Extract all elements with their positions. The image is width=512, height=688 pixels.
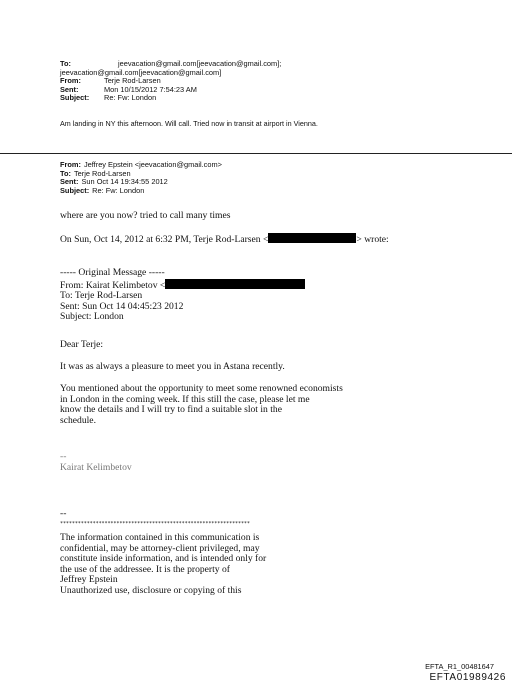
from-value: Jeffrey Epstein <jeevacation@gmail.com> <box>83 160 222 169</box>
signature: Kairat Kelimbetov <box>60 462 132 473</box>
subject-label: Subject: <box>60 93 90 103</box>
to-value: jeevacation@gmail.com[jeevacation@gmail.com]; <box>118 59 282 68</box>
sent-value: Mon 10/15/2012 7:54:23 AM <box>104 84 197 94</box>
redaction-block <box>165 279 305 289</box>
paragraph-2-line: schedule. <box>60 414 96 426</box>
email1-to-continuation: jeevacation@gmail.com[jeevacation@gmail.com] <box>60 67 222 77</box>
greeting: Dear Terje: <box>60 339 104 350</box>
original-subject: Subject: London <box>60 311 124 323</box>
to-label: To: <box>60 59 71 68</box>
original-message <box>60 268 480 323</box>
original-to: To: Terje Rod-Larsen <box>60 290 143 302</box>
email1-subject-row <box>60 94 500 103</box>
paragraph-1: It was as always a pleasure to meet you in Astana recently. <box>60 361 285 372</box>
from-label: From: <box>60 160 81 169</box>
paragraph-2-line: know the details and I will try to find a suitable slot in the <box>60 404 282 416</box>
quote-intro-wrote: > wrote: <box>356 234 389 245</box>
signature-dashes: -- <box>60 451 67 462</box>
footer-stars: **************************************************************** <box>60 521 250 527</box>
email2-header <box>60 161 500 195</box>
to-label: To: <box>60 168 71 178</box>
paragraph-2-line: You mentioned about the opportunity to meet some renowned economists <box>60 383 343 394</box>
email2-subject-row <box>60 187 500 196</box>
from-label: From: <box>60 76 81 86</box>
disclaimer-line: the use of the addressee. It is the property of <box>60 563 230 575</box>
original-divider: ----- Original Message ----- <box>60 267 165 278</box>
bates-stamp-1: EFTA_R1_00481647 <box>425 662 494 671</box>
quote-intro-text: On Sun, Oct 14, 2012 at 6:32 PM, Terje Rod-Larsen < <box>60 234 269 245</box>
bates-stamp-2: EFTA01989426 <box>429 672 506 683</box>
quote-intro <box>60 233 389 246</box>
paragraph-2 <box>60 384 480 426</box>
email2-body: where are you now? tried to call many times <box>60 210 231 221</box>
original-sent: Sent: Sun Oct 14 04:45:23 2012 <box>60 300 184 312</box>
paragraph-2-line: in London in the coming week. If this still the case, please let me <box>60 393 310 405</box>
subject-label: Subject: <box>60 185 90 195</box>
disclaimer-line: Jeffrey Epstein <box>60 574 118 586</box>
email1-header <box>60 60 500 103</box>
to-value: Terje Rod-Larsen <box>73 168 131 178</box>
sent-value: Sun Oct 14 19:34:55 2012 <box>81 177 168 187</box>
email1-body: Am landing in NY this afternoon. Will call. Tried now in transit at airport in Vienna. <box>60 119 318 128</box>
section-divider <box>0 153 512 154</box>
disclaimer-line: constitute inside information, and is intended only for <box>60 553 267 565</box>
sent-label: Sent: <box>60 177 79 187</box>
disclaimer-line: Unauthorized use, disclosure or copying of this <box>60 584 242 596</box>
disclaimer <box>60 533 480 597</box>
sent-label: Sent: <box>60 84 79 94</box>
from-value: Terje Rod-Larsen <box>104 76 161 86</box>
disclaimer-line: confidential, may be attorney-client privileged, may <box>60 542 260 554</box>
subject-value: Re: Fw: London <box>104 93 157 103</box>
original-from: From: Kairat Kelimbetov < <box>60 279 166 291</box>
redaction-block <box>268 233 356 243</box>
disclaimer-line: The information contained in this communication is <box>60 532 260 543</box>
footer-dashes: -- <box>60 508 67 519</box>
subject-value: Re: Fw: London <box>92 185 145 195</box>
